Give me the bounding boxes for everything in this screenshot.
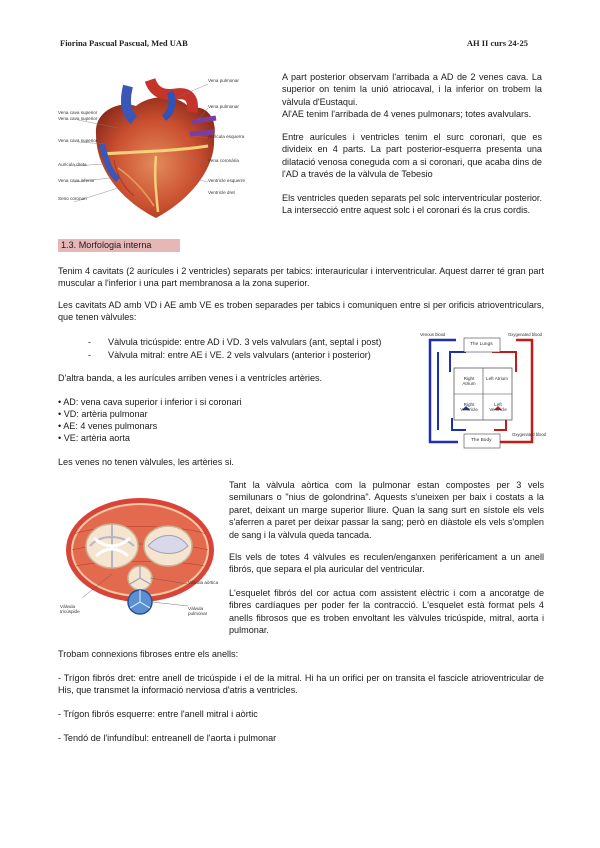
circ-body: The Body <box>471 438 492 443</box>
heart-label-10: Vena coronària <box>208 158 239 163</box>
intro-paragraph-1: A part posterior observam l'arribada a AD de 2 venes cava. La superior on tenim la unió atriocaval, i la inferior on trobem la vàlvula d'Eustaqui. <box>282 72 542 107</box>
valves-paragraph-2: Els vels de totes 4 vàlvules es reculen/enganxen perifèricament a un anell fibrós, que separa el pla auricular del ventricular. <box>229 552 544 575</box>
morph-paragraph-2: Les cavitats AD amb VD i AE amb VE es troben separades per tabics i comuniquen entre si per orificis atrioventriculars, que tenen vàlvules: <box>58 300 544 323</box>
valves-paragraph-1: Tant la vàlvula aòrtica com la pulmonar estan compostes per 3 vels semilunars o "nius de golondrina". Aquests s'uneixen per baix i costats a la paret, deixant un marge superior lliure. Quan la sang surt en sístole els vels s'aferren a paret per deixar passar la sang; però en diàstole els vels s'omplen de sang i la vàlvula queda tancada. <box>229 480 544 540</box>
heart-label-7: Vena pulmonar <box>208 78 239 83</box>
circ-right-ventricle: Right Ventricle <box>460 402 478 413</box>
heart-label-2: Vena cava superior <box>58 116 98 121</box>
heart-illustration <box>58 72 270 220</box>
circ-note-top-left: Venous blood <box>420 332 446 337</box>
circ-note-bottom-right: Oxygenated blood <box>512 432 546 437</box>
morph-paragraph-1: Tenim 4 cavitats (2 aurícules i 2 ventricles) separats per tabics: interauricular i interventricular. Aquest darrer té gran part muscular a l'inferior i una part membranosa a la zona superior. <box>58 266 544 289</box>
intro-paragraph-3: Entre aurícules i ventricles tenim el surc coronari, que es divideix en 4 parts. La part posterior-esquerra presenta una dilatació venosa coneguda com a si coronari, que acaba dins de l'AD a través de la vàlvula de Tebesio <box>282 132 542 180</box>
circ-lungs: The Lungs <box>470 342 493 347</box>
intro-paragraph-2: Al'AE tenim l'arribada de 4 venes pulmonars; totes avalvulars. <box>282 109 532 119</box>
heart-label-1: Vena cava superior <box>58 110 98 115</box>
circ-note-top-right: Oxygenated blood <box>508 332 542 337</box>
heart-label-6: Seno coronari <box>58 196 87 201</box>
heart-posterior-figure <box>58 72 270 220</box>
heart-label-12: Ventricle dret <box>208 190 235 195</box>
circulation-diagram <box>420 332 544 454</box>
heart-label-3: Vena cava superior <box>58 138 98 143</box>
heart-label-9: Aurícula esquerra <box>208 134 245 139</box>
morph-paragraph-4: Les venes no tenen vàlvules, les artèries si. <box>58 457 234 467</box>
header-course: AH II curs 24-25 <box>466 38 528 48</box>
valve-bullet-1: - Vàlvula tricúspide: entre AD i VD. 3 vels valvulars (ant, septal i post) <box>88 337 382 347</box>
heart-label-11: Ventricle esquerre <box>208 178 246 183</box>
chamber-list-item: • AE: 4 venes pulmonars <box>58 421 158 431</box>
section-heading <box>58 239 180 252</box>
connection-item-1: - Trígon fibrós dret: entre anell de tricúspide i el de la mitral. Hi ha un orifici per on transita el fascicle atrioventricular de His, que transmet la informació nerviosa d'atris a ventricles. <box>58 673 544 696</box>
heart-label-5: Vena cava inferior <box>58 178 95 183</box>
morph-paragraph-3: D'altra banda, a les aurícules arriben venes i a ventrícles artèries. <box>58 373 323 383</box>
section-title: 1.3. Morfologia interna <box>61 240 152 250</box>
heart-label-4: Aurícula dreta <box>58 162 87 167</box>
chamber-list-item: • VD: artèria pulmonar <box>58 409 148 419</box>
valve-figure <box>60 494 220 626</box>
circ-right-atrium: Right Atrium <box>462 376 476 387</box>
chamber-list-item: • VE: artèria aorta <box>58 433 130 443</box>
valve-label-tricuspid: Vàlvula tricúspide <box>60 604 80 615</box>
connections-title: Trobam connexions fibroses entre els anells: <box>58 649 239 659</box>
circ-left-atrium: Left Atrium <box>486 376 508 381</box>
connection-item-3: - Tendó de l'infundíbul: entreanell de l'aorta i pulmonar <box>58 733 277 743</box>
circ-left-ventricle: Left Ventricle <box>489 402 507 413</box>
header-author: Fiorina Pascual Pascual, Med UAB <box>60 38 188 48</box>
valve-bullet-2: - Vàlvula mitral: entre AE i VE. 2 vels valvulars (anterior i posterior) <box>88 350 371 360</box>
connection-item-2: - Trígon fibrós esquerre: entre l'anell mitral i aòrtic <box>58 709 258 719</box>
heart-label-8: Vena pulmonar <box>208 104 239 109</box>
valve-label-aortic: Vàlvula aòrtica <box>188 580 219 585</box>
valve-label-pulmonary: Vàlvula pulmonar <box>188 606 208 617</box>
valves-paragraph-3: L'esquelet fibrós del cor actua com assistent elèctric i com a ancoratge de fibres cardíaques per poder fer la contracció. L'esquelet està format pels 4 anells fibrosos que es troben envoltant les vàlvules tricúspide, mitral, aorta i pulmonar. <box>229 588 544 636</box>
intro-paragraph-4: Els ventricles queden separats pel solc interventricular posterior. La intersecció entre aquest solc i el coronari és la crus cordis. <box>282 193 542 216</box>
chamber-list-item: • AD: vena cava superior i inferior i si coronari <box>58 397 242 407</box>
